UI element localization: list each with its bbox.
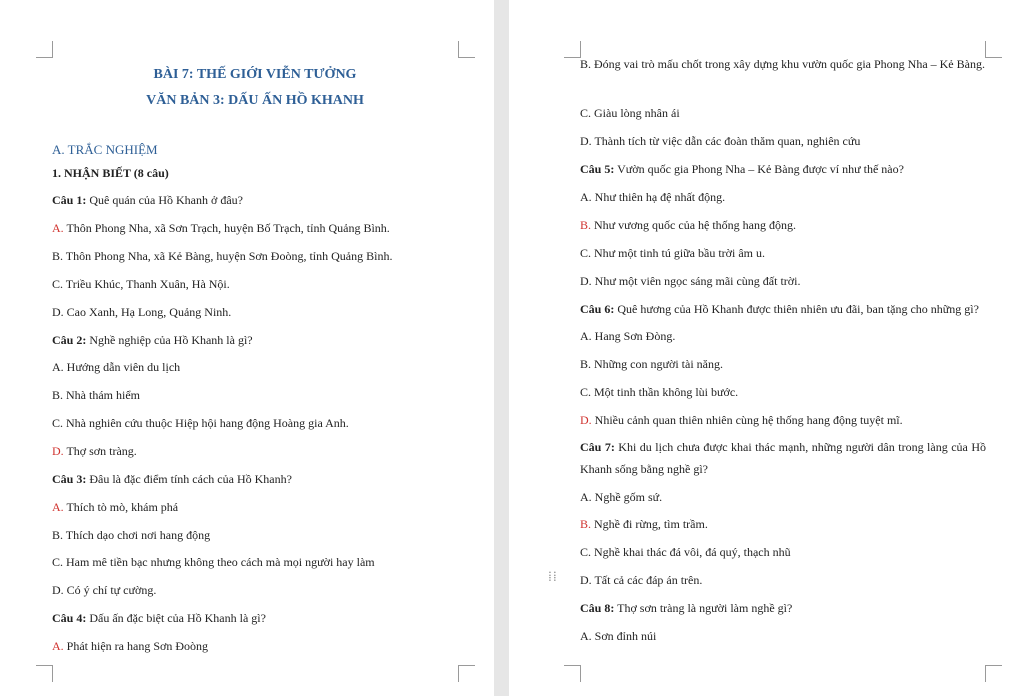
question-5 [580,162,904,176]
margin-corner-top-right [458,41,475,58]
margin-corner-bottom-left [36,665,53,682]
answer-option [580,517,708,531]
answer-text: Nhiều cảnh quan thiên nhiên cùng hệ thống hang động tuyệt mĩ. [591,413,903,427]
question-text: Thợ sơn tràng là người làm nghề gì? [614,601,793,615]
drag-handle-icon[interactable]: ⁞⁞ [548,570,558,585]
question-label: Câu 2: [52,333,87,347]
answer-option: A. Sơn đỉnh núi [580,629,657,643]
answer-option: B. Nhà thám hiểm [52,388,140,402]
answer-option [580,413,903,427]
margin-corner-top-left [564,41,581,58]
answer-option: D. Cao Xanh, Hạ Long, Quảng Ninh. [52,305,232,319]
question-label: Câu 8: [580,601,615,615]
answer-option: A. Như thiên hạ đệ nhất động. [580,190,726,204]
answer-option [52,639,208,653]
question-label: Câu 6: [580,302,615,316]
question-label: Câu 7: [580,440,615,454]
answer-option: C. Nghề khai thác đá vôi, đá quý, thạch nhũ [580,545,791,559]
correct-answer-letter: D. [52,444,64,458]
answer-option: C. Giàu lòng nhân ái [580,106,680,120]
question-text: Khi du lịch chưa được khai thác mạnh, những người dân trong làng của Hồ Khanh sống bằng nghề gì? [580,440,986,476]
answer-text: Như vương quốc của hệ thống hang động. [591,218,796,232]
answer-option: B. Đóng vai trò mấu chốt trong xây dựng khu vườn quốc gia Phong Nha – Kẻ Bàng. [580,57,985,71]
answer-option: D. Thành tích từ việc dẫn các đoàn thăm quan, nghiên cứu [580,134,861,148]
question-8 [580,601,792,615]
correct-answer-letter: D. [580,413,592,427]
lesson-title: BÀI 7: THẾ GIỚI VIỄN TƯỞNG [153,67,357,82]
answer-option: D. Có ý chí tự cường. [52,583,157,597]
correct-answer-letter: A. [52,500,64,514]
question-6 [580,302,979,316]
question-text: Nghề nghiệp của Hồ Khanh là gì? [86,333,253,347]
section-heading: A. TRẮC NGHIỆM [52,142,158,157]
question-label: Câu 1: [52,193,87,207]
document-page-right [509,0,1023,696]
answer-text: Thôn Phong Nha, xã Sơn Trạch, huyện Bố Trạch, tỉnh Quảng Bình. [63,221,390,235]
answer-option: D. Tất cả các đáp án trên. [580,573,703,587]
correct-answer-letter: A. [52,221,64,235]
question-3 [52,472,292,486]
question-4 [52,611,266,625]
answer-option [580,218,796,232]
answer-text: Nghề đi rừng, tìm trầm. [591,517,708,531]
question-text: Quê hương của Hồ Khanh được thiên nhiên ưu đãi, ban tặng cho những gì? [614,302,979,316]
question-text: Vườn quốc gia Phong Nha – Kẻ Bàng được ví như thế nào? [614,162,904,176]
margin-corner-bottom-left [564,665,581,682]
answer-option: A. Hướng dẫn viên du lịch [52,360,181,374]
margin-corner-bottom-right [458,665,475,682]
answer-option: C. Như một tinh tú giữa bầu trời âm u. [580,246,766,260]
answer-option [52,221,390,235]
correct-answer-letter: B. [580,517,592,531]
question-text: Dấu ấn đặc biệt của Hồ Khanh là gì? [86,611,266,625]
question-1 [52,193,243,207]
subsection-heading: 1. NHẬN BIẾT (8 câu) [52,166,169,180]
margin-corner-top-left [36,41,53,58]
margin-corner-bottom-right [985,665,1002,682]
answer-option: B. Thích dạo chơi nơi hang động [52,528,211,542]
question-text: Đâu là đặc điểm tính cách của Hồ Khanh? [86,472,292,486]
answer-option: C. Một tinh thần không lùi bước. [580,385,739,399]
answer-option [52,500,178,514]
answer-option [52,444,137,458]
question-label: Câu 3: [52,472,87,486]
answer-text: Thợ sơn tràng. [63,444,137,458]
question-text: Quê quán của Hồ Khanh ở đâu? [86,193,243,207]
document-page-left [0,0,494,696]
answer-option: B. Thôn Phong Nha, xã Kẻ Bàng, huyện Sơn Đoòng, tỉnh Quảng Bình. [52,249,393,263]
correct-answer-letter: A. [52,639,64,653]
answer-option: D. Như một viên ngọc sáng mãi cùng đất trời. [580,274,801,288]
question-label: Câu 4: [52,611,87,625]
text-title: VĂN BẢN 3: DẤU ẤN HỒ KHANH [146,93,364,108]
answer-option: A. Hang Sơn Đòng. [580,329,676,343]
margin-corner-top-right [985,41,1002,58]
answer-option: A. Nghề gốm sứ. [580,490,663,504]
answer-option: C. Triều Khúc, Thanh Xuân, Hà Nội. [52,277,230,291]
question-7 [580,436,986,480]
question-2 [52,333,253,347]
answer-option: B. Những con người tài năng. [580,357,724,371]
answer-text: Thích tò mò, khám phá [63,500,179,514]
answer-text: Phát hiện ra hang Sơn Đoòng [63,639,208,653]
answer-option: C. Ham mê tiền bạc nhưng không theo cách mà mọi người hay làm [52,555,375,569]
answer-option: C. Nhà nghiên cứu thuộc Hiệp hội hang động Hoàng gia Anh. [52,416,349,430]
question-label: Câu 5: [580,162,615,176]
correct-answer-letter: B. [580,218,592,232]
